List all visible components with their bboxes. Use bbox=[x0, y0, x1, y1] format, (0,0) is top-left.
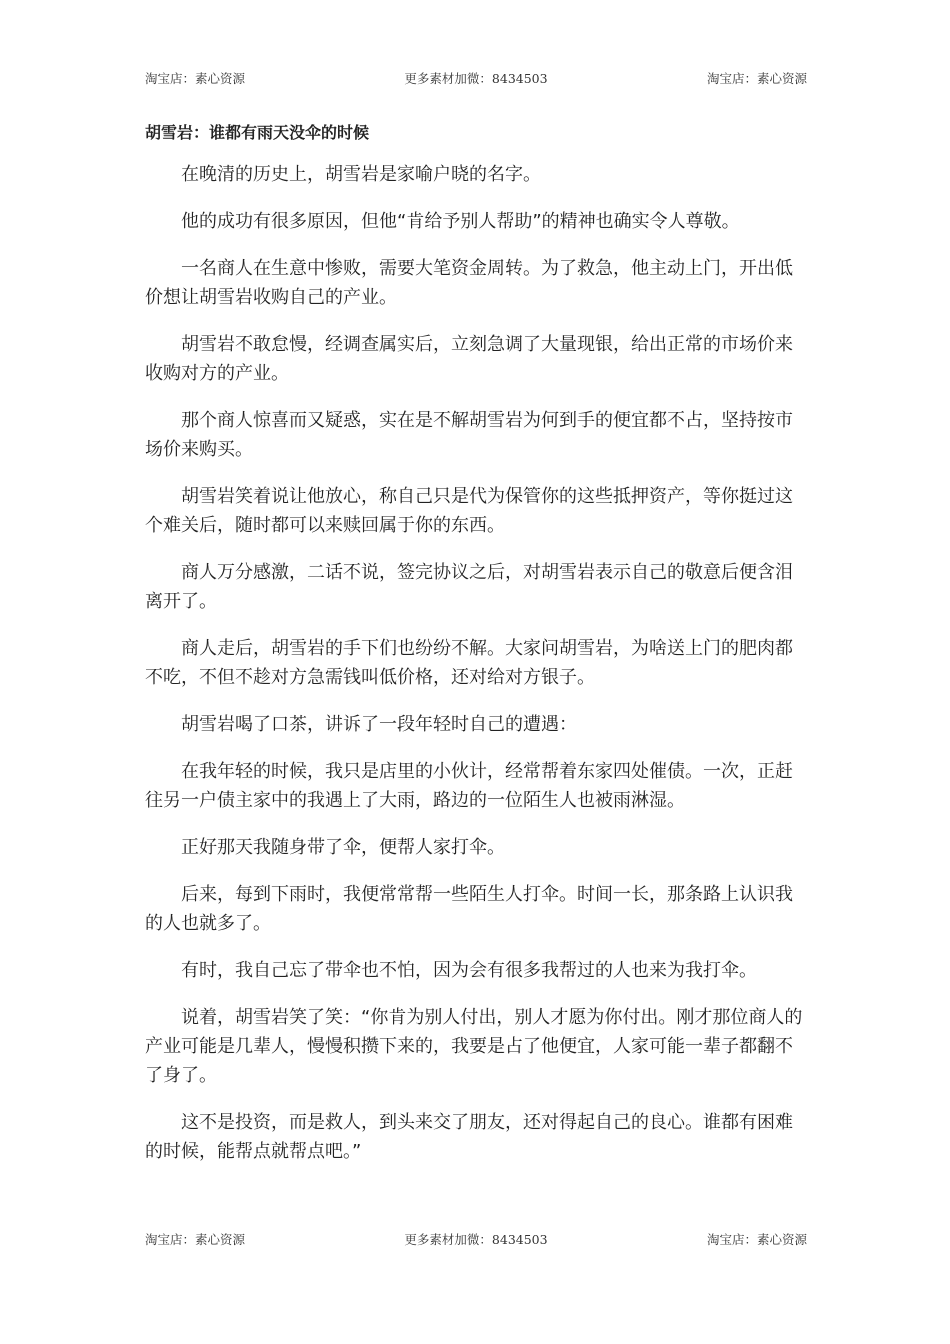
paragraph: 这不是投资，而是救人，到头来交了朋友，还对得起自己的良心。谁都有困难的时候，能帮点就帮点吧。” bbox=[145, 1112, 793, 1162]
paragraph: 一名商人在生意中惨败，需要大笔资金周转。为了救急，他主动上门，开出低价想让胡雪岩收购自己的产业。 bbox=[145, 258, 793, 308]
footer-center-text: 更多素材加微：8434503 bbox=[404, 1232, 548, 1247]
paragraph: 胡雪岩不敢怠慢，经调查属实后，立刻急调了大量现银，给出正常的市场价来收购对方的产业。 bbox=[145, 334, 793, 384]
paragraph: 正好那天我随身带了伞，便帮人家打伞。 bbox=[181, 837, 505, 858]
page-header bbox=[145, 69, 807, 89]
paragraph: 商人走后，胡雪岩的手下们也纷纷不解。大家问胡雪岩，为啥送上门的肥肉都不吃，不但不趁对方急需钱叫低价格，还对给对方银子。 bbox=[145, 638, 793, 688]
paragraph: 胡雪岩笑着说让他放心，称自己只是代为保管你的这些抵押资产，等你挺过这个难关后，随时都可以来赎回属于你的东西。 bbox=[145, 486, 793, 536]
footer-left-text: 淘宝店：素心资源 bbox=[145, 1232, 246, 1247]
header-center-text: 更多素材加微：8434503 bbox=[404, 71, 548, 86]
paragraph: 在我年轻的时候，我只是店里的小伙计，经常帮着东家四处催债。一次，正赶往另一户债主家中的我遇上了大雨，路边的一位陌生人也被雨淋湿。 bbox=[145, 761, 793, 811]
paragraph: 在晚清的历史上，胡雪岩是家喻户晓的名字。 bbox=[181, 164, 541, 185]
paragraph: 说着，胡雪岩笑了笑：“你肯为别人付出，别人才愿为你付出。刚才那位商人的产业可能是几辈人，慢慢积攒下来的，我要是占了他便宜，人家可能一辈子都翻不了身了。 bbox=[145, 1007, 803, 1086]
paragraph: 那个商人惊喜而又疑惑，实在是不解胡雪岩为何到手的便宜都不占，坚持按市场价来购买。 bbox=[145, 410, 793, 460]
page-footer bbox=[145, 1230, 807, 1250]
article-body bbox=[145, 160, 807, 1184]
article-title: 胡雪岩：谁都有雨天没伞的时候 bbox=[145, 123, 370, 142]
paragraph: 他的成功有很多原因，但他“肯给予别人帮助”的精神也确实令人尊敬。 bbox=[181, 211, 740, 232]
paragraph: 商人万分感激，二话不说，签完协议之后，对胡雪岩表示自己的敬意后便含泪离开了。 bbox=[145, 562, 793, 612]
header-left-text: 淘宝店：素心资源 bbox=[145, 71, 246, 86]
paragraph: 后来，每到下雨时，我便常常帮一些陌生人打伞。时间一长，那条路上认识我的人也就多了。 bbox=[145, 884, 793, 934]
paragraph: 有时，我自己忘了带伞也不怕，因为会有很多我帮过的人也来为我打伞。 bbox=[181, 960, 757, 981]
footer-right-text: 淘宝店：素心资源 bbox=[706, 1232, 807, 1247]
header-right-text: 淘宝店：素心资源 bbox=[706, 71, 807, 86]
paragraph: 胡雪岩喝了口茶，讲诉了一段年轻时自己的遭遇： bbox=[181, 714, 577, 735]
